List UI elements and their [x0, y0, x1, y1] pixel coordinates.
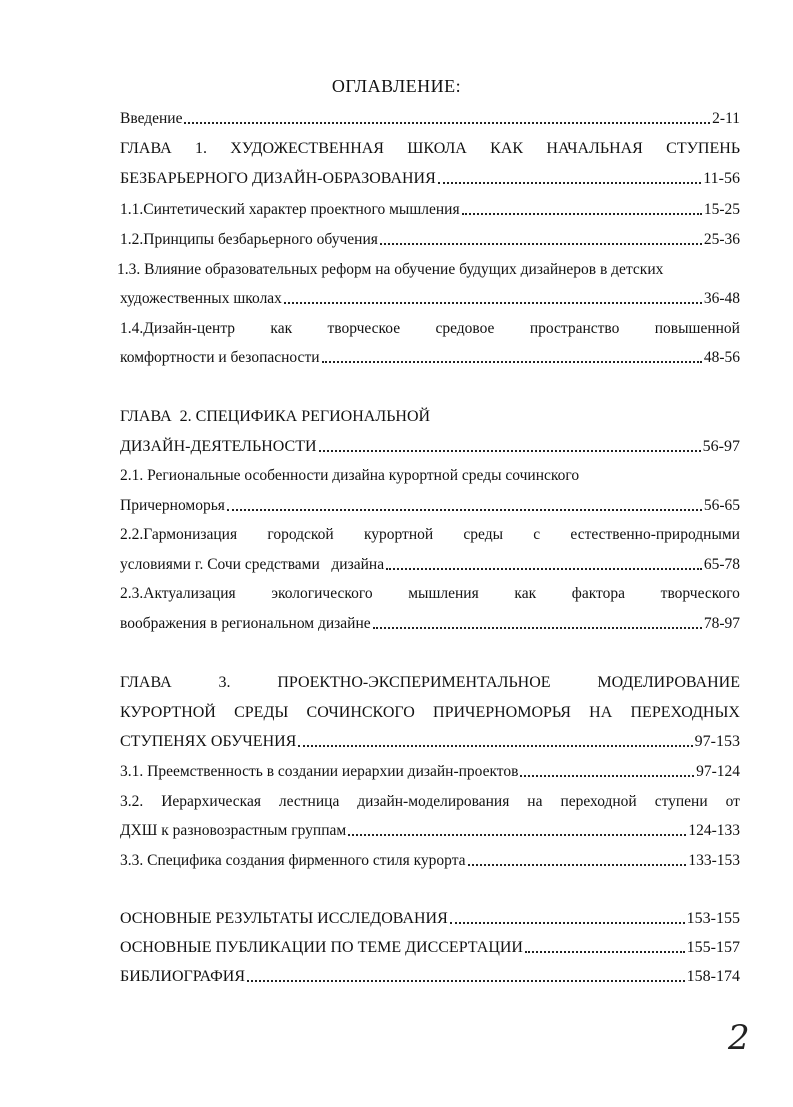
entry-text: ДИЗАЙН-ДЕЯТЕЛЬНОСТИ: [120, 438, 317, 455]
word: курортной: [363, 526, 434, 543]
entry-pages: 124-133: [688, 822, 740, 839]
leader-dots: [348, 834, 686, 836]
toc-entry-intro: [120, 106, 740, 128]
word: средовое: [435, 320, 495, 337]
chapter1-heading-line1: [120, 136, 740, 158]
word: СОЧИНСКОГО: [306, 704, 415, 721]
word: ПРИЧЕРНОМОРЬЯ: [433, 704, 571, 721]
word: Иерархическая: [161, 793, 261, 810]
leader-dots: [184, 122, 710, 124]
word: НАЧАЛЬНАЯ: [546, 140, 643, 157]
leader-dots: [322, 361, 702, 363]
entry-text: ОСНОВНЫЕ РЕЗУЛЬТАТЫ ИССЛЕДОВАНИЯ: [120, 910, 448, 927]
entry-text: условиями г. Сочи средствами дизайна: [120, 556, 385, 573]
entry-text: 3.3. Специфика создания фирменного стиля курорта: [120, 852, 466, 869]
word: экологического: [271, 585, 373, 602]
word: ПРОЕКТНО-ЭКСПЕРИМЕНТАЛЬНОЕ: [277, 674, 551, 691]
entry-pages: 36-48: [703, 290, 740, 307]
word: ГЛАВА: [120, 674, 172, 691]
chapter1-heading-line2: [120, 166, 740, 188]
entry-pages: 155-157: [686, 939, 740, 956]
entry-pages: 78-97: [703, 615, 740, 632]
entry-pages: 153-155: [686, 910, 740, 927]
entry-text: 3.1. Преемственность в создании иерархии дизайн-проектов: [120, 763, 519, 780]
word: естественно-природными: [570, 526, 740, 543]
entry-text: комфортности и безопасности: [120, 349, 320, 366]
word: городской: [267, 526, 334, 543]
entry-text: БЕЗБАРЬЕРНОГО ДИЗАЙН-ОБРАЗОВАНИЯ: [120, 170, 436, 187]
entry-pages: 15-25: [703, 201, 740, 218]
chapter3-heading-line2: [120, 700, 740, 722]
entry-text: ГЛАВА 2. СПЕЦИФИКА РЕГИОНАЛЬНОЙ: [120, 408, 431, 425]
word: ГЛАВА: [120, 140, 172, 157]
page-number: 2: [728, 1018, 750, 1058]
leader-dots: [525, 951, 685, 953]
word: переходной: [560, 793, 637, 810]
word: ступени: [654, 793, 708, 810]
toc-entry-1-3-line2: [120, 286, 740, 308]
entry-text: БИБЛИОГРАФИЯ: [120, 968, 246, 985]
word: мышления: [408, 585, 479, 602]
entry-text: воображения в региональном дизайне: [120, 615, 371, 632]
toc-entry-publications: [120, 935, 740, 957]
entry-text: Причерноморья: [120, 497, 225, 514]
word: на: [527, 793, 543, 810]
toc-title: ОГЛАВЛЕНИЕ:: [331, 76, 462, 96]
leader-dots: [227, 509, 702, 511]
word: КУРОРТНОЙ: [120, 704, 216, 721]
word: ШКОЛА: [407, 140, 467, 157]
entry-pages: 56-97: [702, 438, 740, 455]
entry-pages: 65-78: [703, 556, 740, 573]
toc-entry-2-3-line2: [120, 611, 740, 633]
leader-dots: [450, 922, 685, 924]
entry-text: 1.3. Влияние образовательных реформ на обучение будущих дизайнеров в детских: [117, 261, 664, 278]
entry-text: ДХШ к разновозрастным группам: [120, 822, 347, 839]
entry-pages: 97-124: [696, 763, 740, 780]
toc-entry-2-2-line1: [120, 522, 740, 544]
word: МОДЕЛИРОВАНИЕ: [597, 674, 740, 691]
entry-pages: 48-56: [703, 349, 740, 366]
leader-dots: [380, 243, 702, 245]
word: среды: [463, 526, 504, 543]
toc-entry-2-1-line2: [120, 493, 740, 515]
word: творческого: [660, 585, 740, 602]
entry-pages: 56-65: [703, 497, 740, 514]
toc-entry-results: [120, 906, 740, 928]
entry-pages: 11-56: [703, 170, 740, 187]
word: творческое: [327, 320, 401, 337]
toc-entry-3-2-line1: [120, 789, 740, 811]
toc-entry-1-4-line2: [120, 345, 740, 367]
word: 1.4.Дизайн-центр: [120, 320, 236, 337]
entry-text: СТУПЕНЯХ ОБУЧЕНИЯ: [120, 733, 297, 750]
word: 2.2.Гармонизация: [120, 526, 238, 543]
chapter3-heading-line3: [120, 729, 740, 751]
word: пространство: [529, 320, 620, 337]
leader-dots: [468, 864, 687, 866]
entry-text: 2.1. Региональные особенности дизайна курортной среды сочинского: [120, 467, 580, 484]
chapter2-heading-line2: [120, 434, 740, 456]
word: НА: [589, 704, 613, 721]
word: ХУДОЖЕСТВЕННАЯ: [230, 140, 384, 157]
word: 1.: [194, 140, 207, 157]
chapter3-heading-line1: [120, 670, 740, 692]
entry-text: ОСНОВНЫЕ ПУБЛИКАЦИИ ПО ТЕМЕ ДИССЕРТАЦИИ: [120, 939, 523, 956]
word: дизайн-моделирования: [357, 793, 510, 810]
word: СРЕДЫ: [234, 704, 289, 721]
leader-dots: [373, 627, 702, 629]
toc-entry-1-4-line1: [120, 316, 740, 338]
word: как: [514, 585, 537, 602]
entry-pages: 25-36: [703, 231, 740, 248]
toc-entry-3-2-line2: [120, 818, 740, 840]
entry-pages: 158-174: [686, 968, 740, 985]
word: СТУПЕНЬ: [666, 140, 740, 157]
word: 3.2.: [120, 793, 144, 810]
toc-entry-2-2-line2: [120, 552, 740, 574]
toc-entry-3-1: [120, 759, 740, 781]
leader-dots: [298, 745, 692, 747]
toc-entry-2-3-line1: [120, 581, 740, 603]
word: повышенной: [654, 320, 740, 337]
word: фактора: [571, 585, 625, 602]
word: с: [533, 526, 541, 543]
leader-dots: [386, 568, 702, 570]
toc-entry-bibliography: [120, 964, 740, 986]
word: 2.3.Актуализация: [120, 585, 236, 602]
toc-entry-1-1: [120, 197, 740, 219]
leader-dots: [462, 213, 702, 215]
leader-dots: [319, 450, 701, 452]
entry-pages: 2-11: [712, 110, 740, 127]
entry-pages: 133-153: [688, 852, 740, 869]
entry-text: Введение: [120, 110, 183, 127]
word: лестница: [278, 793, 340, 810]
leader-dots: [247, 980, 685, 982]
toc-entry-1-2: [120, 227, 740, 249]
word: 3.: [218, 674, 231, 691]
toc-entry-2-1-line1: [120, 463, 740, 485]
word: ПЕРЕХОДНЫХ: [630, 704, 740, 721]
entry-text: художественных школах: [120, 290, 282, 307]
entry-pages: 97-153: [694, 733, 740, 750]
word: как: [270, 320, 293, 337]
toc-entry-3-3: [120, 848, 740, 870]
entry-text: 1.2.Принципы безбарьерного обучения: [120, 231, 378, 248]
leader-dots: [438, 182, 701, 184]
word: от: [725, 793, 740, 810]
chapter2-heading-line1: [120, 404, 740, 426]
leader-dots: [284, 302, 702, 304]
toc-entry-1-3-line1: [117, 257, 737, 279]
entry-text: 1.1.Синтетический характер проектного мышления: [120, 201, 460, 218]
word: КАК: [490, 140, 524, 157]
leader-dots: [520, 775, 694, 777]
